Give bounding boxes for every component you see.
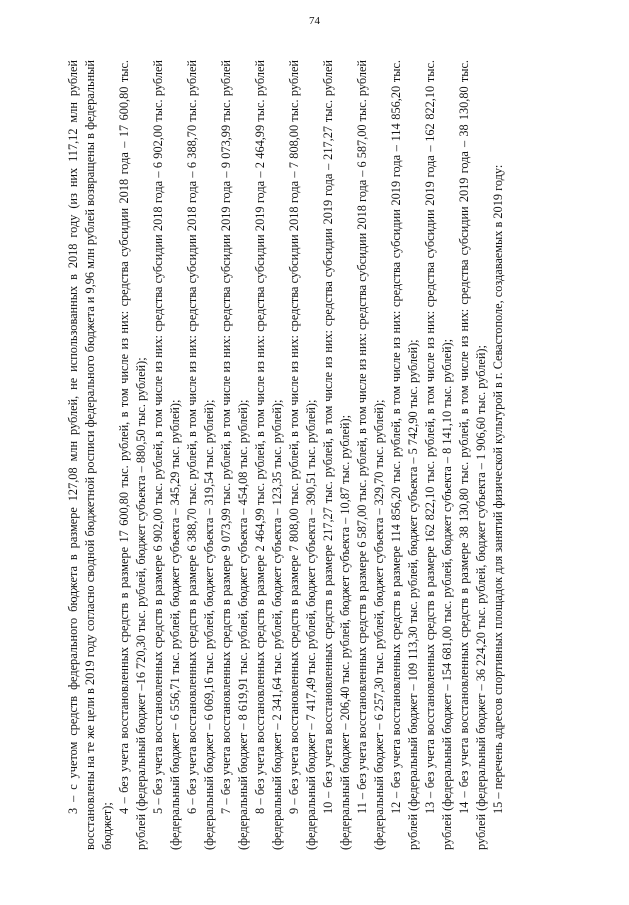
footnote-11: 11 – без учета восстановленных средств в размере 6 587,00 тыс. рублей, в том числе из них: средства субсидии 2018 года – 6 587,00 тыс. рублей (федеральный бюджет – 6 257,30 тыс. рублей, бюджет субъекта – 329,70 тыс. рублей); (355, 60, 386, 850)
footnote-10: 10 – без учета восстановленных средств в размере 217,27 тыс. рублей, в том числе из них: средства субсидии 2019 года – 217,27 тыс. рублей (федеральный бюджет – 206,40 тыс. рублей, бюджет субъекта – 10,87 тыс. рублей); (321, 60, 352, 850)
footnote-9: 9 – без учета восстановленных средств в размере 7 808,00 тыс. рублей, в том числе из них: средства субсидии 2018 года – 7 808,00 тыс. рублей (федеральный бюджет – 7 417,49 тыс. рублей, бюджет субъекта – 390,51 тыс. рублей); (287, 60, 318, 850)
footnote-14: 14 – без учета восстановленных средств в размере 38 130,80 тыс. рублей, в том числе из них: средства субсидии 2019 года – 38 130,80 тыс. рублей (федеральный бюджет – 36 224,20 тыс. рублей, бюджет субъекта – 1 906,60 тыс. рублей); (457, 60, 488, 850)
footnote-15: 15 – перечень адресов спортивных площадок для занятий физической культурой в г. Севастополе, создаваемых в 2019 году: (491, 164, 505, 814)
footnote-12: 12 – без учета восстановленных средств в размере 114 856,20 тыс. рублей, в том числе из них: средства субсидии 2019 года – 114 856,20 тыс. рублей (федеральный бюджет – 109 113,30 тыс. рублей, бюджет субъекта – 5 742,90 тыс. рублей); (389, 60, 420, 850)
footnote-6: 6 – без учета восстановленных средств в размере 6 388,70 тыс. рублей, в том числе из них: средства субсидии 2018 года – 6 388,70 тыс. рублей (федеральный бюджет – 6 069,16 тыс. рублей, бюджет субъекта – 319,54 тыс. рублей); (185, 60, 216, 850)
footnote-8: 8 – без учета восстановленных средств в размере 2 464,99 тыс. рублей, в том числе из них: средства субсидии 2019 года – 2 464,99 тыс. рублей (федеральный бюджет – 2 341,64 тыс. рублей, бюджет субъекта – 123,35 тыс. рублей); (253, 60, 284, 850)
rotated-footnotes-block (65, 60, 565, 850)
footnote-7: 7 – без учета восстановленных средств в размере 9 073,99 тыс. рублей, в том числе из них: средства субсидии 2019 года – 9 073,99 тыс. рублей (федеральный бюджет – 8 619,91 тыс. рублей, бюджет субъекта – 454,08 тыс. рублей); (219, 60, 250, 850)
footnote-3: 3 – с учетом средств федерального бюджета в размере 127,08 млн рублей, не использованных в 2018 году (из них 117,12 млн рублей восстановлены на те же цели в 2019 году согласно сводной бюджетной росписи федерального бюджета и 9,96 млн рублей возвращены в федеральный бюджет); (66, 60, 114, 850)
page-number: 74 (309, 15, 320, 27)
footnote-4: 4 – без учета восстановленных средств в размере 17 600,80 тыс. рублей, в том числе из них: средства субсидии 2018 года – 17 600,80 тыс. рублей (федеральный бюджет –16 720,30 тыс. рублей, бюджет субъекта – 880,50 тыс. рублей); (117, 60, 148, 850)
footnote-5: 5 – без учета восстановленных средств в размере 6 902,00 тыс. рублей, в том числе из них: средства субсидии 2018 года – 6 902,00 тыс. рублей (федеральный бюджет – 6 556,71 тыс. рублей, бюджет субъекта – 345,29 тыс. рублей); (151, 60, 182, 850)
footnote-13: 13 – без учета восстановленных средств в размере 162 822,10 тыс. рублей, в том числе из них: средства субсидии 2019 года – 162 822,10 тыс. рублей (федеральный бюджет – 154 681,00 тыс. рублей, бюджет субъекта – 8 141,10 тыс. рублей); (423, 60, 454, 850)
